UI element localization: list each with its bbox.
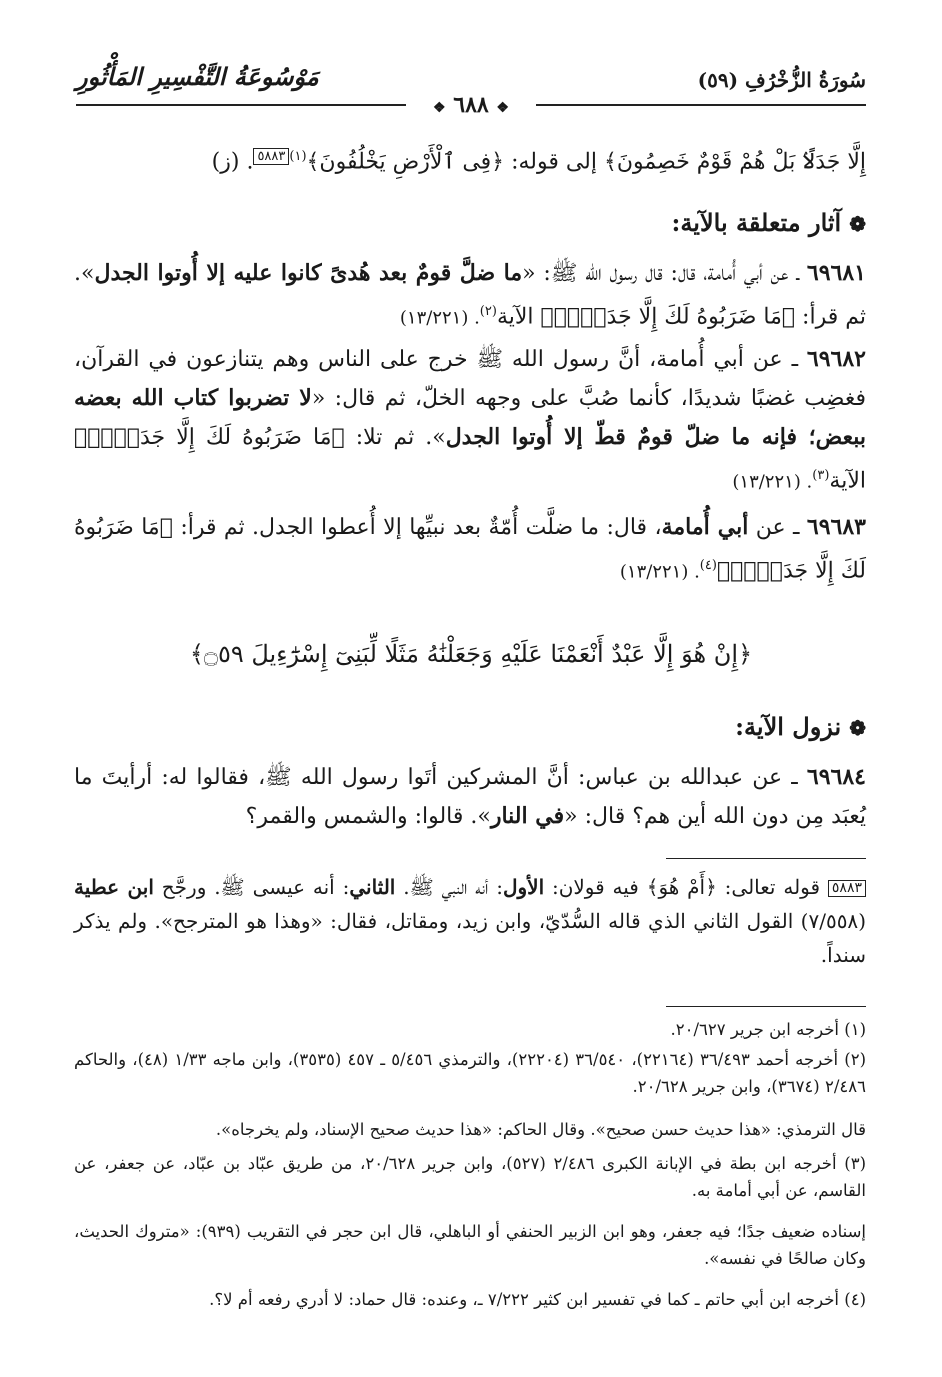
- footnote-4: (٤) أخرجه ابن أبي حاتم ـ كما في تفسير ابن كثير ٧/٢٢٢ ـ، وعنده: قال حماد: لا أدري رفعه أم لا؟.: [209, 1290, 866, 1309]
- intro-line: إِلَّا جَدَلًاۢ بَلْ هُمْ قَوْمٌ خَصِمُونَ﴾ إلى قوله: ﴿فِى ٱلْأَرْضِ يَخْلُفُونَ﴾$^{(١)}$٥٨٨٣. (ز): [211, 149, 866, 175]
- footnote-2: (٢) أخرجه أحمد ٣٦/٤٩٣ (٢٢١٦٤)، ٣٦/٥٤٠ (٢٢٢٠٤)، والترمذي ٥/٤٥٦ ـ ٤٥٧ (٣٥٣٥)، وابن ماجه ١/٣٣ (٤٨)، والحاكم ٢/٤٨٦ (٣٦٧٤)، وابن جرير ٢٠/٦٢٨.: [74, 1050, 867, 1096]
- hadith-69681: ٦٩٦٨١ ـ عن أبي أُمامة، قال: قال رسول الله ﷺ: «ما ضلَّ قومٌ بعد هُدىً كانوا عليه إلا أُوتوا الجدل». ثم قرأ: ﴿مَا ضَرَبُوهُ لَكَ إِلَّا جَدَلًاۢ﴾ الآية$^{(٢)}$. (١٣/٢٢١): [74, 260, 866, 330]
- comment-ref-box: ٥٨٨٣: [253, 148, 289, 165]
- ornament-icon: ❖: [496, 100, 509, 116]
- header-rule-left: [76, 104, 406, 106]
- flower-icon: ❁: [849, 212, 866, 236]
- comment-ref-box: ٥٨٨٣: [828, 880, 866, 897]
- surah-title: سُورَةُ الزُّخْرُفِ (٥٩): [697, 68, 866, 92]
- quran-verse: ﴿إِنْ هُوَ إِلَّا عَبْدٌ أَنْعَمْنَا عَلَيْهِ وَجَعَلْنَٰهُ مَثَلًا لِّبَنِىٓ إِسْرَٰٓءِيلَ ۝٥٩﴾: [189, 640, 753, 668]
- footnote-3-comment: إسناده ضعيف جدًا؛ فيه جعفر، وهو ابن الزبير الحنفي أو الباهلي، قال ابن حجر في التقريب (٩٣٩): «متروك الحديث، وكان صالحًا في نفسه».: [74, 1222, 866, 1268]
- footnote-2-comment: قال الترمذي: «هذا حديث حسن صحيح». وقال الحاكم: «هذا حديث صحيح الإسناد، ولم يخرجاه».: [215, 1120, 866, 1139]
- hadith-69683: ٦٩٦٨٣ ـ عن أبي أُمامة، قال: ما ضلَّت أُمّةٌ بعد نبيِّها إلا أُعطوا الجدل. ثم قرأ: ﴿مَا ضَرَبُوهُ لَكَ إِلَّا جَدَلًاۢ﴾$^{(٤)}$. (١٣/٢٢١): [74, 514, 866, 584]
- section-title-nuzul: ❁نزول الآية:: [735, 712, 866, 741]
- flower-icon: ❁: [849, 716, 866, 740]
- commentary-note: ٥٨٨٣ قوله تعالى: ﴿أَمْ هُوَ﴾ فيه قولان: الأول: أنه النبي ﷺ. الثاني: أنه عيسى ﷺ. ورجَّح ابن عطية (٧/٥٥٨) القول الثاني الذي قاله السُّدّيّ، وابن زيد، ومقاتل، فقال: «وهذا هو المترجح». ولم يذكر سنداً.: [74, 875, 866, 967]
- note-separator: [666, 858, 866, 859]
- hadith-69684: ٦٩٦٨٤ ـ عن عبدالله بن عباس: أنَّ المشركين أتَوا رسول الله ﷺ، فقالوا له: أرأيتَ ما يُعبَد مِن دون الله أين هم؟ قال: «في النار». قالوا: والشمس والقمر؟: [74, 764, 866, 829]
- book-title: مَوْسُوعَةُ التَّفْسِيرِ المَأْثُورِ: [76, 62, 319, 91]
- footnote-3: (٣) أخرجه ابن بطة في الإبانة الكبرى ٢/٤٨٦ (٥٢٧)، وابن جرير ٢٠/٦٢٨، من طريق عبّاد بن عبّاد، عن جعفر، عن القاسم، عن أبي أمامة به.: [74, 1154, 866, 1200]
- hadith-69682: ٦٩٦٨٢ ـ عن أبي أُمامة، أنَّ رسول الله ﷺ خرج على الناس وهم يتنازعون في القرآن، فغضِب غضبًا شديدًا، كأنما صُبَّ على وجهه الخلّ، ثم قال: «لا تضربوا كتاب الله بعضه ببعض؛ فإنه ما ضلّ قومٌ قطّ إلا أُوتوا الجدل». ثم تلا: ﴿مَا ضَرَبُوهُ لَكَ إِلَّا جَدَلًاۢ﴾ الآية$^{(٣)}$. (١٣/٢٢١): [74, 346, 867, 494]
- section-title-athar: ❁آثار متعلقة بالآية:: [671, 208, 866, 237]
- page-header: [76, 60, 866, 116]
- header-rule-right: [536, 104, 866, 106]
- page-number: ❖ ٦٨٨ ❖: [433, 92, 509, 118]
- ornament-icon: ❖: [433, 100, 446, 116]
- footnote-1: (١) أخرجه ابن جرير ٢٠/٦٢٧.: [670, 1020, 866, 1039]
- footnote-separator: [666, 1006, 866, 1007]
